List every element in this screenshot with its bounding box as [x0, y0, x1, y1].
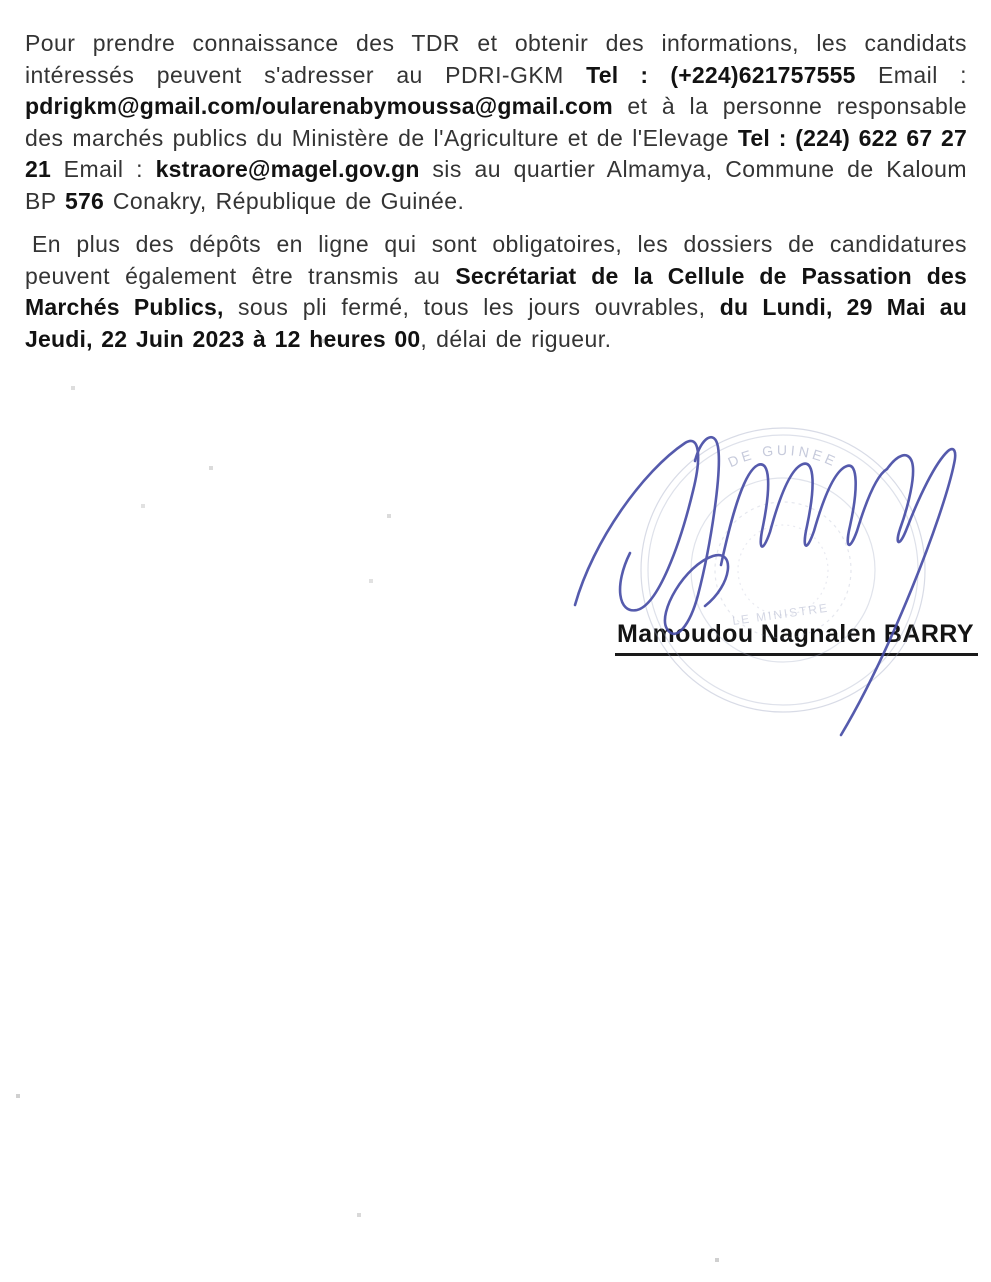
signer-name: Mamoudou Nagnalen BARRY	[615, 620, 978, 656]
text-run: Pour prendre connaissance des TDR et obtenir des informations, les candidats intéressés peuvent s'adresser au PDRI-GKM	[25, 30, 967, 88]
bold-text-run: Secrétariat de la Cellule de Passation des Marchés Publics,	[25, 262, 967, 320]
text-run: Conakry, République de Guinée.	[104, 187, 465, 214]
bold-text-run: pdrigkm@gmail.com/oularenabymoussa@gmail.com	[25, 93, 613, 119]
scan-specks	[0, 0, 2, 2]
text-run: En plus des dépôts en ligne qui sont obligatoires, les dossiers de candidatures peuvent également être transmis au	[25, 231, 967, 289]
stamp-arc-text: DE GUINEE	[725, 441, 841, 471]
text-run: Email :	[855, 61, 967, 88]
text-run: et à la personne responsable des marchés publics du Ministère de l'Agriculture et de l'Elevage	[25, 93, 967, 151]
handwritten-signature	[575, 437, 955, 735]
stamp-center-text: LE MINISTRE	[731, 600, 830, 628]
text-run: Email :	[50, 156, 156, 182]
paragraph-submission-info	[25, 229, 967, 355]
signature-block	[545, 413, 991, 763]
paragraph-contact-info	[25, 28, 967, 217]
signature-and-stamp-graphic	[545, 413, 991, 763]
text-run: , délai de rigueur.	[420, 325, 612, 352]
bold-text-run: Tel : (224) 622 67 27 21	[25, 124, 967, 182]
bold-text-run: kstraore@magel.gov.gn	[155, 156, 420, 182]
bold-text-run: du Lundi, 29 Mai au Jeudi, 22 Juin 2023 à 12 heures 00	[25, 294, 968, 352]
bold-text-run: Tel : (+224)621757555	[586, 61, 856, 88]
text-run: sis au quartier Almamya, Commune de Kaloum BP	[25, 156, 967, 214]
text-run: sous pli fermé, tous les jours ouvrables,	[223, 294, 720, 320]
bold-text-run: 576	[65, 187, 104, 214]
official-stamp	[641, 428, 925, 712]
